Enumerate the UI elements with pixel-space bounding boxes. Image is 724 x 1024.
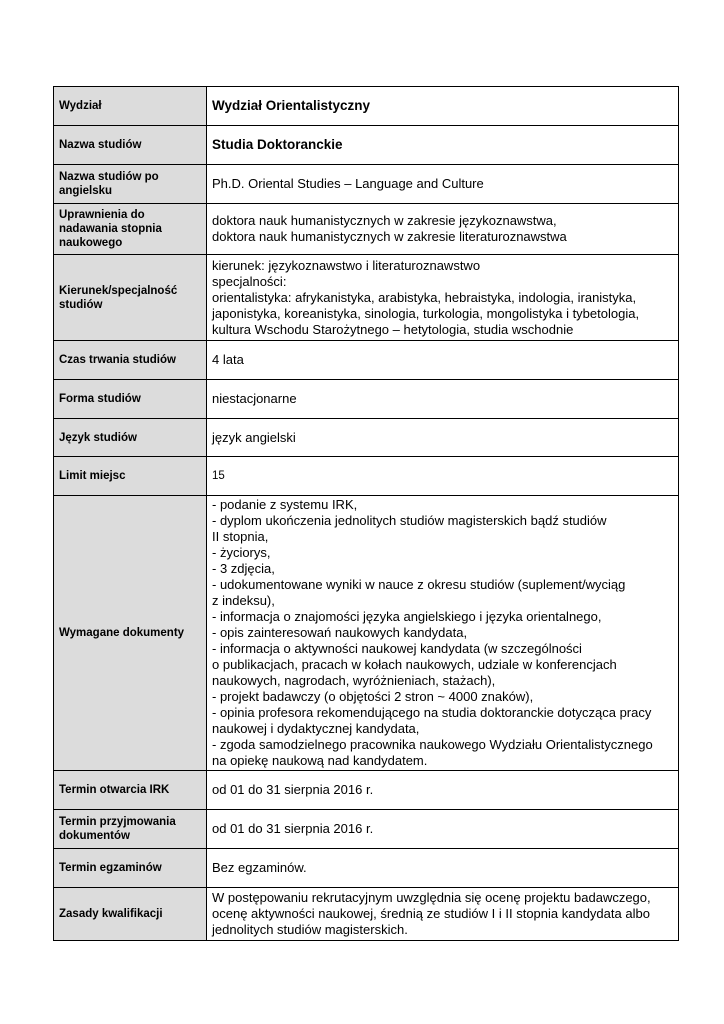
row-degree-rights [54, 204, 679, 255]
document-line: - opis zainteresowań naukowych kandydata, [212, 625, 468, 640]
label-required-documents: Wymagane dokumenty [54, 496, 207, 771]
field-specialty-line: kierunek: językoznawstwo i literaturoznawstwo [212, 257, 481, 273]
qualification-line: jednolitych studiów magisterskich. [212, 922, 408, 937]
document-line: - projekt badawczy (o objętości 2 stron ~ 4000 znaków), [212, 689, 534, 704]
value-faculty: Wydział Orientalistyczny [207, 87, 679, 126]
document-line: - udokumentowane wyniki w nauce z okresu studiów (suplement/wyciąg [212, 577, 626, 592]
label-language: Język studiów [54, 419, 207, 457]
row-language [54, 419, 679, 457]
document-line: - zgoda samodzielnego pracownika naukowego Wydziału Orientalistycznego [212, 737, 653, 752]
row-study-name [54, 126, 679, 165]
field-specialty-line: specjalności: [212, 273, 287, 289]
value-language: język angielski [207, 419, 679, 457]
document-line: z indeksu), [212, 593, 275, 608]
value-study-name: Studia Doktoranckie [207, 126, 679, 165]
label-study-name: Nazwa studiów [54, 126, 207, 165]
degree-rights-line: doktora nauk humanistycznych w zakresie językoznawstwa, [212, 213, 557, 228]
label-study-form: Forma studiów [54, 380, 207, 419]
row-qualification-rules [54, 888, 679, 941]
row-study-form [54, 380, 679, 419]
value-degree-rights [207, 204, 679, 255]
document-line: naukowych, nagrodach, wyróżnieniach, stażach), [212, 673, 496, 688]
document-line: - życiorys, [212, 545, 271, 560]
label-duration: Czas trwania studiów [54, 341, 207, 380]
label-field-specialty: Kierunek/specjalność studiów [54, 255, 207, 341]
label-faculty: Wydział [54, 87, 207, 126]
label-document-deadline: Termin przyjmowania dokumentów [54, 810, 207, 849]
label-irk-opening: Termin otwarcia IRK [54, 771, 207, 810]
value-required-documents [207, 496, 679, 771]
document-line: - informacja o znajomości języka angielskiego i języka orientalnego, [212, 609, 602, 624]
qualification-line: W postępowaniu rekrutacyjnym uwzględnia się ocenę projektu badawczego, [212, 890, 651, 905]
label-degree-rights: Uprawnienia do nadawania stopnia naukowego [54, 204, 207, 255]
value-qualification-rules [207, 888, 679, 941]
document-line: - opinia profesora rekomendującego na studia doktoranckie dotycząca pracy [212, 705, 652, 720]
document-line: naukowej i dydaktycznej kandydata, [212, 721, 420, 736]
row-duration [54, 341, 679, 380]
document-line: o publikacjach, pracach w kołach naukowych, udziale w konferencjach [212, 657, 617, 672]
row-required-documents [54, 496, 679, 771]
field-specialty-line: kultura Wschodu Starożytnego – hetytologia, studia wschodnie [212, 321, 574, 337]
document-line: na opiekę naukową nad kandydatem. [212, 753, 428, 768]
row-field-specialty [54, 255, 679, 341]
qualification-line: ocenę aktywności naukowej, średnią ze studiów I i II stopnia kandydata albo [212, 906, 650, 921]
document-line: - podanie z systemu IRK, [212, 497, 358, 512]
label-places-limit: Limit miejsc [54, 457, 207, 496]
document-line: - dyplom ukończenia jednolitych studiów magisterskich bądź studiów [212, 513, 607, 528]
field-specialty-line: japonistyka, koreanistyka, sinologia, turkologia, mongolistyka i tybetologia, [212, 305, 640, 321]
row-irk-opening [54, 771, 679, 810]
document-line: - 3 zdjęcia, [212, 561, 275, 576]
field-specialty-line: orientalistyka: afrykanistyka, arabistyka, hebraistyka, indologia, iranistyka, [212, 289, 637, 305]
value-exam-dates: Bez egzaminów. [207, 849, 679, 888]
label-exam-dates: Termin egzaminów [54, 849, 207, 888]
document-line: II stopnia, [212, 529, 269, 544]
value-duration: 4 lata [207, 341, 679, 380]
degree-rights-line: doktora nauk humanistycznych w zakresie literaturoznawstwa [212, 229, 567, 244]
value-document-deadline: od 01 do 31 sierpnia 2016 r. [207, 810, 679, 849]
value-study-form: niestacjonarne [207, 380, 679, 419]
row-study-name-english [54, 165, 679, 204]
value-irk-opening: od 01 do 31 sierpnia 2016 r. [207, 771, 679, 810]
value-study-name-english: Ph.D. Oriental Studies – Language and Culture [207, 165, 679, 204]
label-study-name-english: Nazwa studiów po angielsku [54, 165, 207, 204]
row-exam-dates [54, 849, 679, 888]
row-document-deadline [54, 810, 679, 849]
row-places-limit [54, 457, 679, 496]
value-places-limit: 15 [207, 457, 679, 496]
document-line: - informacja o aktywności naukowej kandydata (w szczególności [212, 641, 582, 656]
recruitment-info-table [53, 86, 679, 941]
value-field-specialty [207, 255, 679, 341]
label-qualification-rules: Zasady kwalifikacji [54, 888, 207, 941]
row-faculty [54, 87, 679, 126]
